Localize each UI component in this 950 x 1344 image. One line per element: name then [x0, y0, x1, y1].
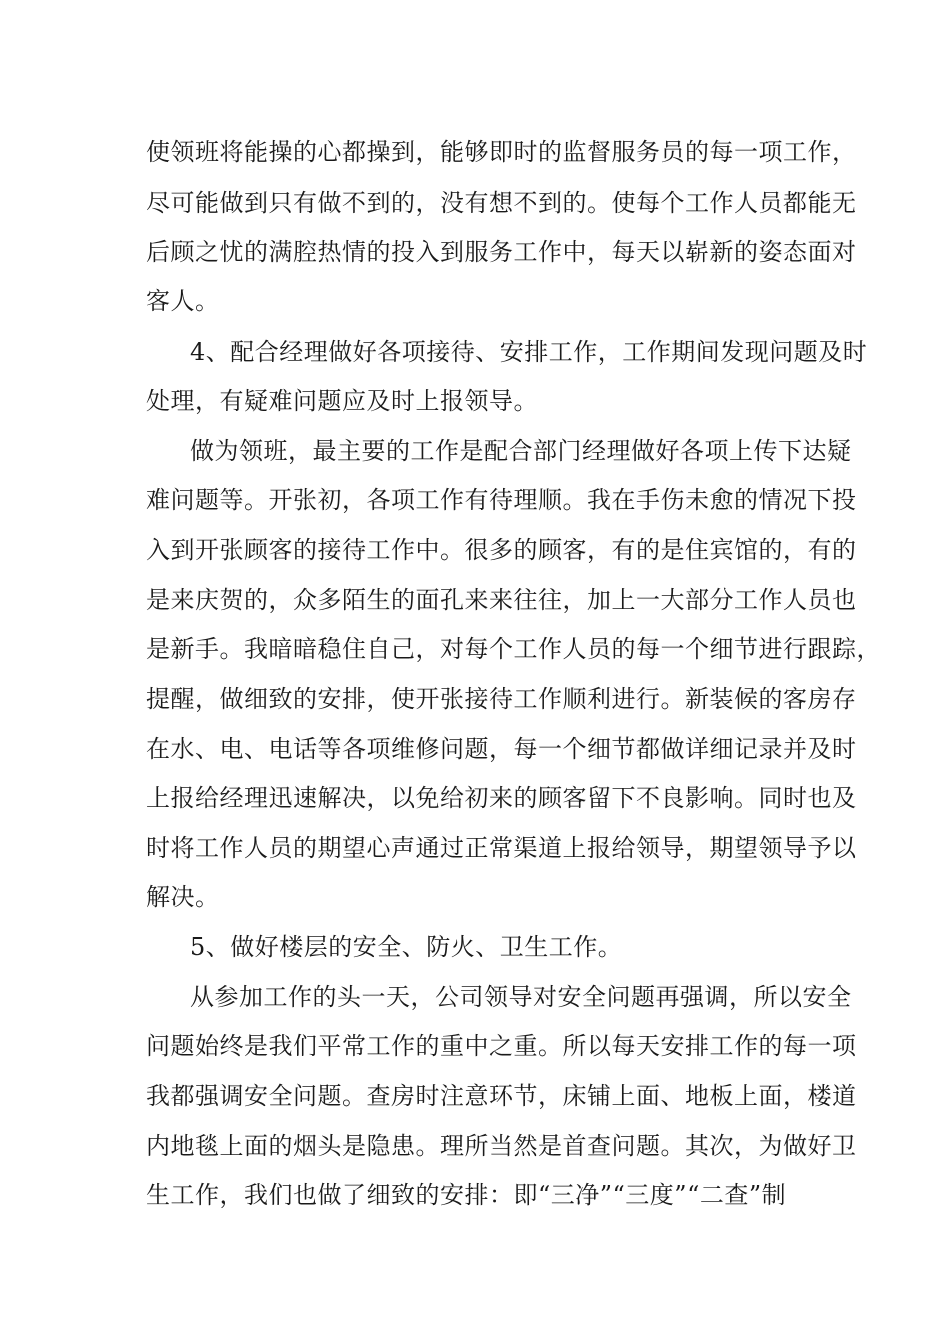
body-text-line: 客人。	[146, 287, 220, 315]
body-text-line: 我都强调安全问题。查房时注意环节，床铺上面、地板上面，楼道	[146, 1082, 857, 1110]
body-text-line: 尽可能做到只有做不到的，没有想不到的。使每个工作人员都能无	[146, 189, 857, 217]
body-text-line: 难问题等。开张初，各项工作有待理顺。我在手伤未愈的情况下投	[146, 486, 857, 514]
section-heading-4: 4、配合经理做好各项接待、安排工作，工作期间发现问题及时	[190, 338, 868, 366]
body-text-line: 使领班将能操的心都操到，能够即时的监督服务员的每一项工作，	[146, 138, 857, 166]
body-text-line: 上报给经理迅速解决，以免给初来的顾客留下不良影响。同时也及	[146, 784, 857, 812]
body-text-line: 是来庆贺的，众多陌生的面孔来来往往，加上一大部分工作人员也	[146, 586, 857, 614]
body-text-line: 入到开张顾客的接待工作中。很多的顾客，有的是住宾馆的，有的	[146, 536, 857, 564]
body-text-line: 后顾之忧的满腔热情的投入到服务工作中，每天以崭新的姿态面对	[146, 238, 857, 266]
body-text-line: 内地毯上面的烟头是隐患。理所当然是首查问题。其次，为做好卫	[146, 1132, 857, 1160]
body-text-line: 在水、电、电话等各项维修问题，每一个细节都做详细记录并及时	[146, 735, 857, 763]
section-heading-5: 5、做好楼层的安全、防火、卫生工作。	[190, 933, 623, 961]
body-text-line: 问题始终是我们平常工作的重中之重。所以每天安排工作的每一项	[146, 1032, 857, 1060]
body-text-line: 处理，有疑难问题应及时上报领导。	[146, 387, 538, 415]
paragraph-start-line: 做为领班，最主要的工作是配合部门经理做好各项上传下达疑	[190, 437, 852, 465]
body-text-line: 解决。	[146, 883, 220, 911]
body-text-line: 时将工作人员的期望心声通过正常渠道上报给领导，期望领导予以	[146, 834, 857, 862]
body-text-line: 生工作，我们也做了细致的安排：即“三净”“三度”“二查”制	[146, 1181, 787, 1209]
paragraph-start-line: 从参加工作的头一天，公司领导对安全问题再强调，所以安全	[190, 983, 852, 1011]
body-text-line: 是新手。我暗暗稳住自己，对每个工作人员的每一个细节进行跟踪，	[146, 635, 881, 663]
body-text-line: 提醒，做细致的安排，使开张接待工作顺利进行。新装候的客房存	[146, 685, 857, 713]
